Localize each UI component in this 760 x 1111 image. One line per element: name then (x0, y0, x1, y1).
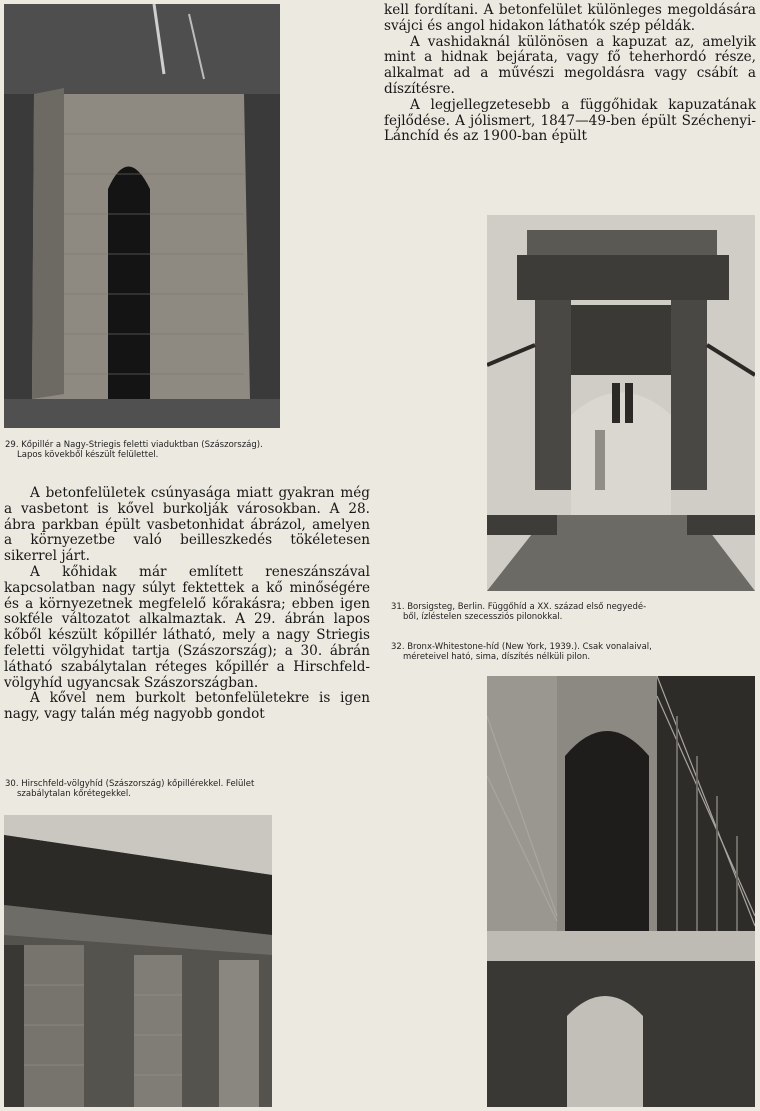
figure-32-photo (487, 676, 755, 1107)
caption-line: 30. Hirschfeld-völgyhíd (Szászország) kőpillérekkel. Felület (5, 779, 255, 789)
paragraph: A kőhidak már említett reneszánszával kapcsolatban nagy súlyt fektettek a kő minőségére és a környezetnek megfelelő kőrakásra; ebben igen sokféle változatot alkalmaztak. A 29. ábrán lapos kőből készült kőpillér látható, mely a nagy Striegis feletti völgyhidat tartja (Szászország); a 30. ábrán látható szabálytalan réteges kőpillér a Hirschfeld-völgyhíd ugyancsak Szászországban. (4, 563, 370, 691)
figure-31-photo (487, 215, 755, 591)
paragraph: A vashidaknál különösen a kapuzat az, amelyik mint a hidnak bejárata, vagy fő teherhordó része, alkalmat ad a művészi megoldásra vagy csábít a díszítésre. (384, 33, 756, 97)
bronx-whitestone-pylon-image (487, 676, 755, 1107)
left-mid-text (4, 486, 370, 723)
caption-line: méreteivel ható, sima, díszítés nélküli pilon. (403, 652, 591, 662)
caption-line: ből, ízléstelen szecessziós pilonokkal. (403, 612, 563, 622)
hirschfeld-viaduct-image (4, 815, 272, 1107)
caption-line: Lapos kövekből készült felülettel. (17, 450, 159, 460)
stone-pier-image (4, 4, 280, 428)
figure-29-photo (4, 4, 280, 428)
figure-30-photo (4, 815, 272, 1107)
figure-29-caption (5, 440, 385, 460)
figure-30-caption (5, 779, 381, 799)
right-top-text (384, 3, 756, 145)
figure-32-caption (391, 642, 757, 662)
caption-line: szabálytalan kőrétegekkel. (17, 789, 131, 799)
borsigsteg-bridge-image (487, 215, 755, 591)
paragraph: kell fordítani. A betonfelület különleges megoldására svájci és angol hidakon láthatók szép példák. (384, 2, 756, 34)
caption-line: 29. Kőpillér a Nagy-Striegis feletti viaduktban (Szászország). (5, 440, 263, 450)
paragraph: A kővel nem burkolt betonfelületekre is igen nagy, vagy talán még nagyobb gondot (4, 690, 370, 723)
paragraph: A betonfelületek csúnyasága miatt gyakran még a vasbetont is kővel burkolják városokban. A 28. ábra parkban épült vasbetonhidat ábrázol, amelyen a környezetbe való beilleszkedés tökéletesen sikerrel járt. (4, 485, 370, 565)
figure-31-caption (391, 602, 757, 622)
caption-line: 31. Borsigsteg, Berlin. Függőhíd a XX. század első negyedé- (391, 602, 647, 612)
caption-line: 32. Bronx-Whitestone-híd (New York, 1939.). Csak vonalaival, (391, 642, 652, 652)
paragraph: A legjellegzetesebb a függőhidak kapuzatának fejlődése. A jólismert, 1847—49-ben épült Széchenyi-Lánchíd és az 1900-ban épült (384, 96, 756, 145)
